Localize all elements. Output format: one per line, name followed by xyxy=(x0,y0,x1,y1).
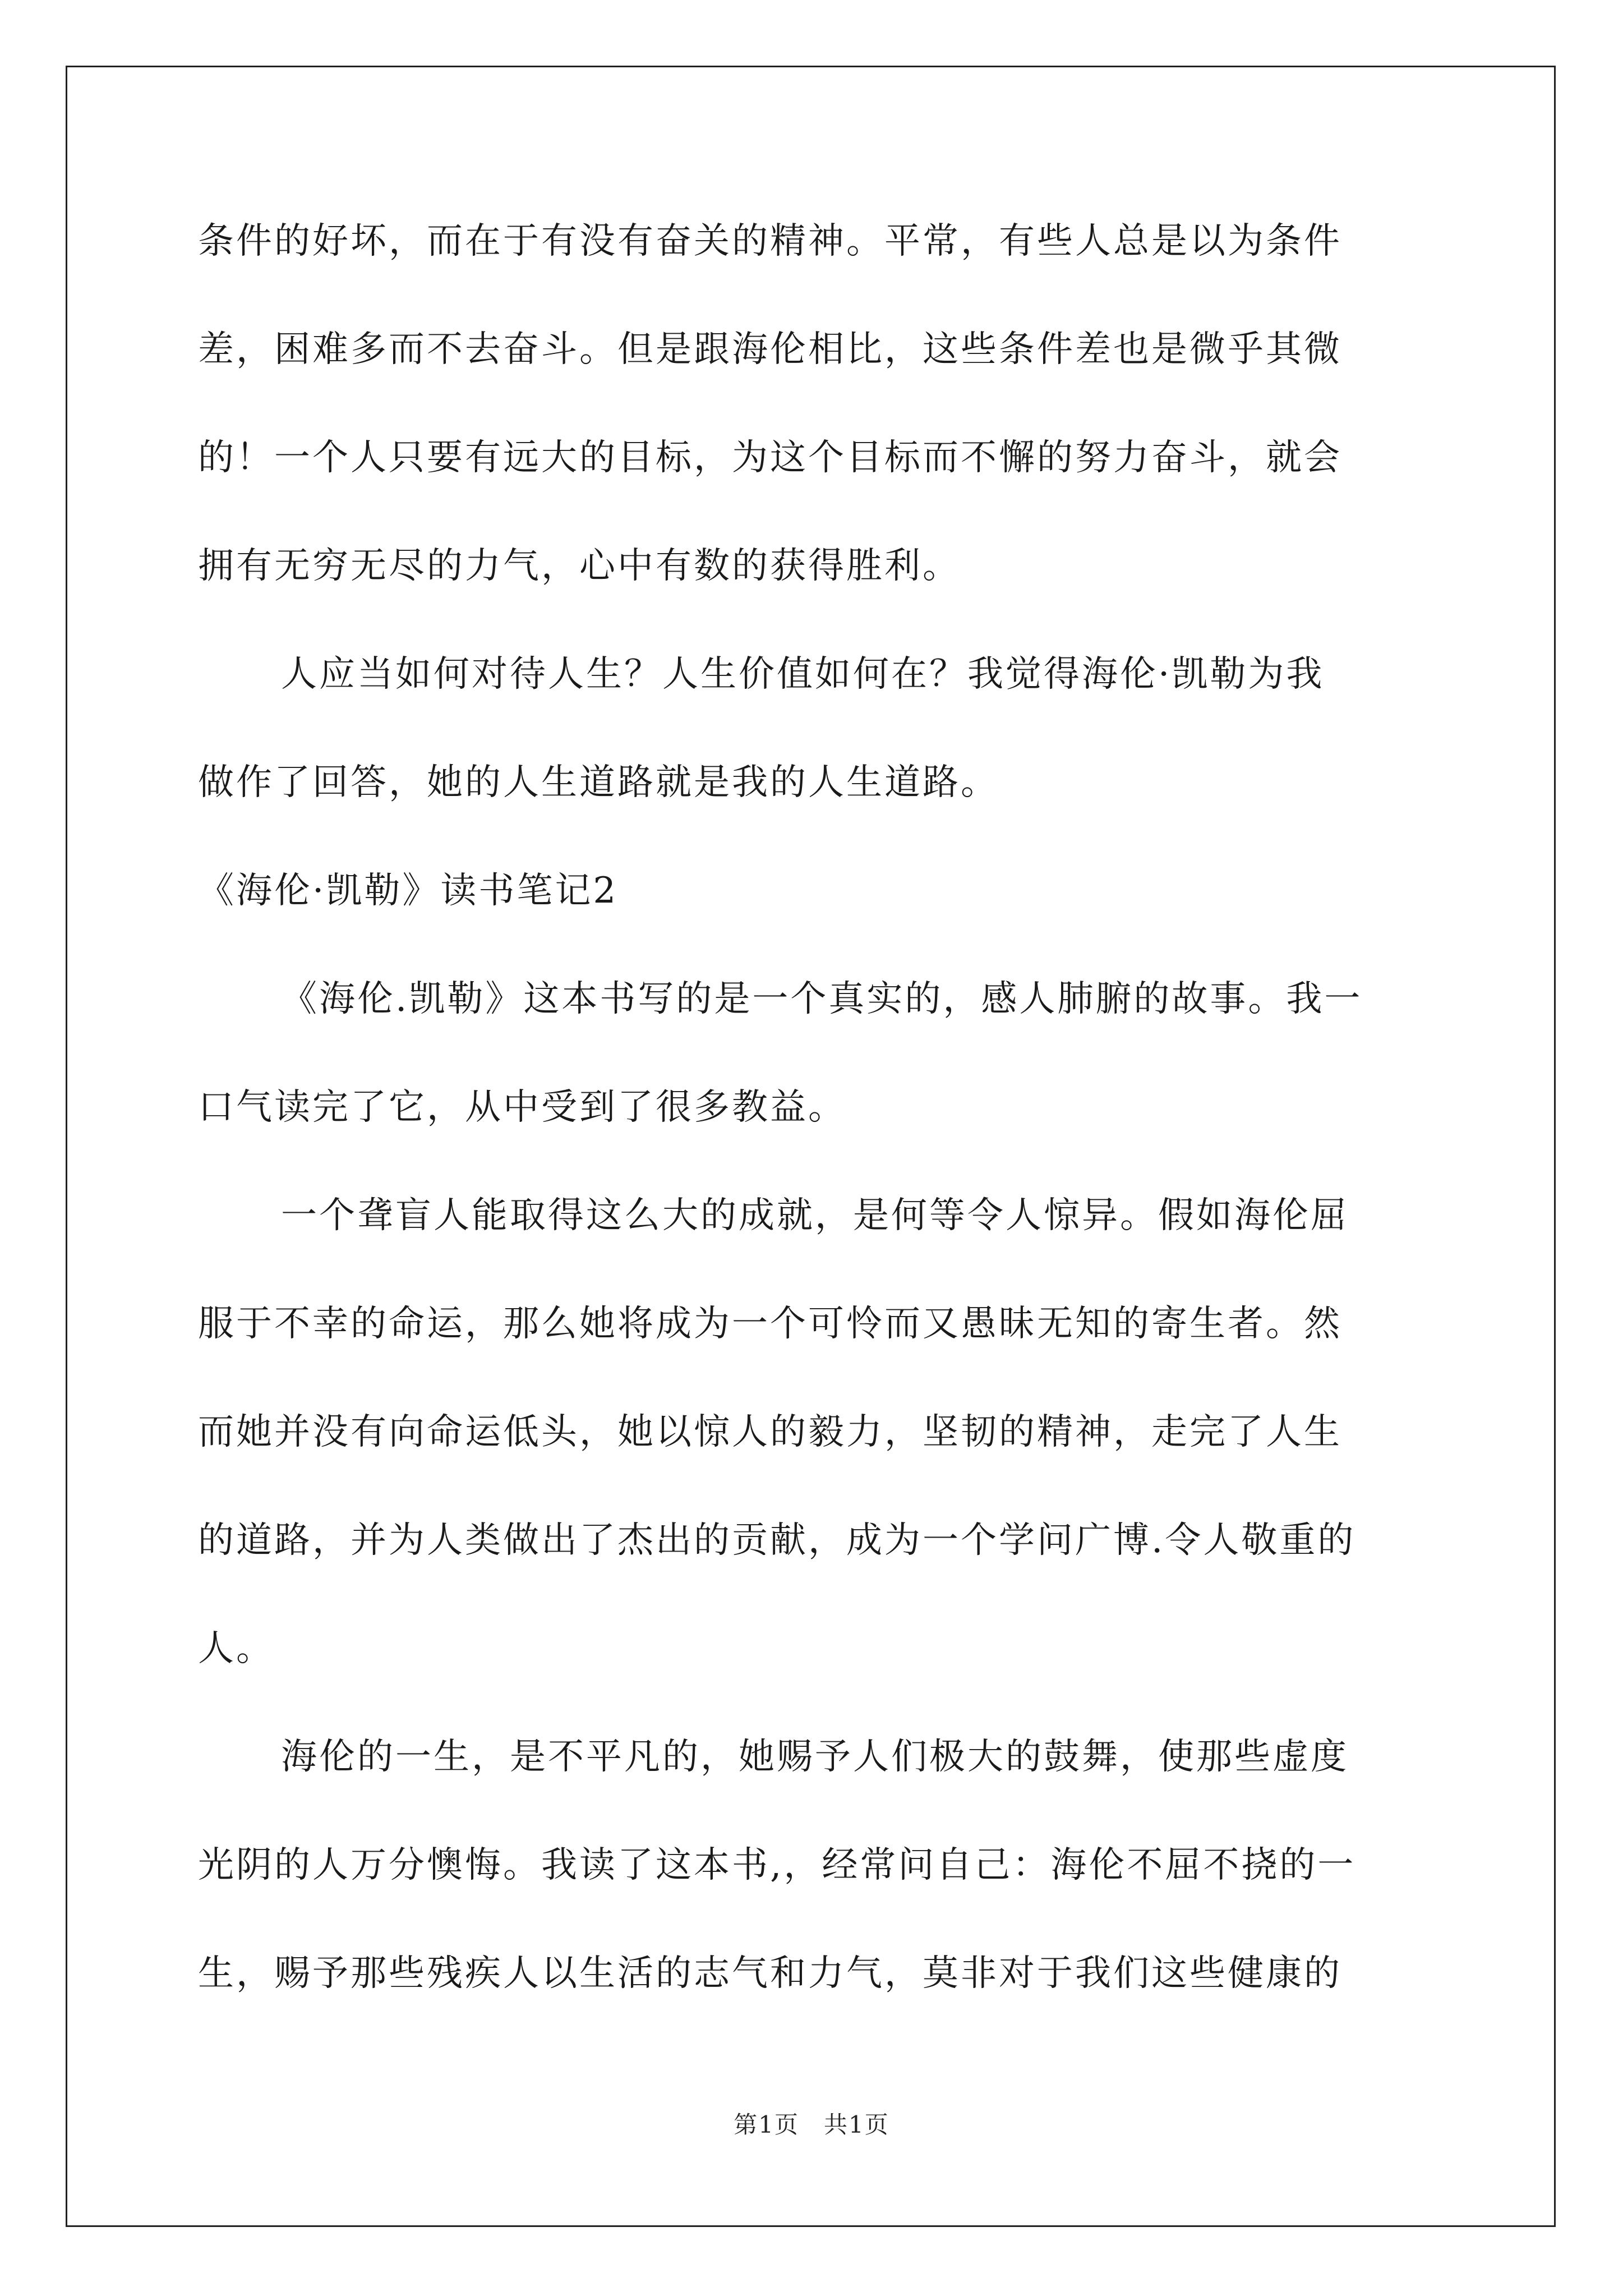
text-line: 一个聋盲人能取得这么大的成就，是何等令人惊异。假如海伦屈 xyxy=(281,1195,1349,1236)
page-number-footer: 第1页 共1页 xyxy=(734,2111,889,2138)
text-line: 人应当如何对待人生？人生价值如何在？我觉得海伦·凯勒为我 xyxy=(281,654,1325,695)
text-line: 的！一个人只要有远大的目标，为这个目标而不懈的努力奋斗，就会 xyxy=(198,437,1342,478)
text-line: 的道路，并为人类做出了杰出的贡献，成为一个学问广博.令人敬重的 xyxy=(198,1520,1356,1561)
text-line: 服于不幸的命运，那么她将成为一个可怜而又愚昧无知的寄生者。然 xyxy=(198,1303,1342,1345)
text-line: 拥有无穷无尽的力气，心中有数的获得胜利。 xyxy=(198,545,961,587)
text-line: 海伦的一生，是不平凡的，她赐予人们极大的鼓舞，使那些虚度 xyxy=(281,1736,1349,1778)
text-line: 光阴的人万分懊悔。我读了这本书,，经常问自己：海伦不屈不挠的一 xyxy=(198,1844,1356,1886)
text-line: 人。 xyxy=(198,1628,274,1669)
section-heading: 《海伦·凯勒》读书笔记2 xyxy=(198,870,619,912)
text-line: 生，赐予那些残疾人以生活的志气和力气，莫非对于我们这些健康的 xyxy=(198,1953,1342,1994)
text-line: 《海伦.凯勒》这本书写的是一个真实的，感人肺腑的故事。我一 xyxy=(281,978,1363,1020)
text-line: 差，困难多而不去奋斗。但是跟海伦相比，这些条件差也是微乎其微 xyxy=(198,329,1342,370)
document-body xyxy=(198,208,1426,2048)
text-line: 而她并没有向命运低头，她以惊人的毅力，坚韧的精神，走完了人生 xyxy=(198,1411,1342,1453)
text-line: 条件的好坏，而在于有没有奋关的精神。平常，有些人总是以为条件 xyxy=(198,220,1342,262)
text-line: 口气读完了它，从中受到了很多教益。 xyxy=(198,1087,846,1128)
text-line: 做作了回答，她的人生道路就是我的人生道路。 xyxy=(198,762,999,803)
